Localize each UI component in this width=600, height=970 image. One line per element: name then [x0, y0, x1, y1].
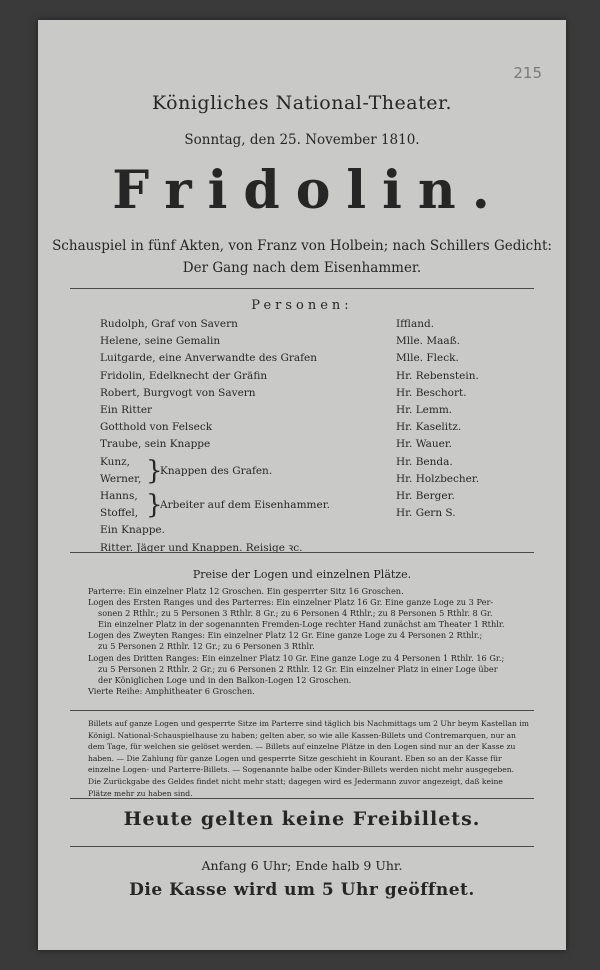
cast-role: Gotthold von Felseck: [100, 421, 213, 434]
cast-row: [100, 524, 520, 541]
price-line: Logen des Dritten Ranges: Ein einzelner Platz 10 Gr. Eine ganze Loge zu 4 Personen 1 Rthlr. 16 Gr.;: [88, 652, 505, 663]
price-line: der Königlichen Loge und in den Balkon-Logen 12 Groschen.: [98, 674, 352, 685]
cast-actor: Hr. Holzbecher.: [396, 472, 480, 485]
cast-row: [100, 352, 520, 369]
start-time: Anfang 6 Uhr; Ende halb 9 Uhr.: [201, 858, 403, 873]
performance-date: Sonntag, den 25. November 1810.: [184, 132, 420, 148]
cast-role: Werner,: [100, 472, 142, 485]
divider: [70, 798, 534, 799]
cast-group: [100, 490, 520, 524]
notice-line: Plätze mehr zu haben sind.: [88, 788, 193, 798]
play-subtitle-line-1: Schauspiel in fünf Akten, von Franz von Holbein; nach Schillers Gedicht:: [52, 238, 552, 254]
pencil-annotation: 215: [513, 64, 542, 82]
notice-line: Billets auf ganze Logen und gesperrte Sitze im Parterre sind täglich bis Nachmittags um 2 Uhr beym Kastellan im: [88, 719, 529, 728]
price-line: Logen des Zweyten Ranges: Ein einzelner Platz 12 Gr. Eine ganze Loge zu 4 Personen 2 Rthlr.;: [88, 630, 483, 641]
cast-group-description: Arbeiter auf dem Eisenhammer.: [160, 498, 330, 511]
notice-line: haben. — Die Zahlung für ganze Logen und gesperrte Sitze geschieht in Kourant. Eben so an der Kasse für: [88, 753, 502, 763]
price-list: [88, 586, 528, 697]
playbill-sheet: [38, 20, 566, 950]
price-line: Logen des Ersten Ranges und des Parterres: Ein einzelner Platz 16 Gr. Eine ganze Loge zu 3 Per-: [88, 597, 494, 608]
cast-row: [100, 438, 520, 455]
cast-role: Fridolin, Edelknecht der Gräfin: [100, 369, 268, 382]
divider: [70, 288, 534, 289]
price-line: Vierte Reihe: Amphitheater 6 Groschen.: [88, 685, 255, 696]
cast-row: [100, 421, 520, 438]
cast-role: Ein Knappe.: [100, 524, 165, 537]
cast-row: [100, 541, 520, 558]
cast-role: Rudolph, Graf von Savern: [100, 318, 238, 330]
cast-role: Luitgarde, eine Anverwandte des Grafen: [100, 352, 318, 365]
play-title: Fridolin.: [112, 160, 506, 221]
cast-row: [100, 370, 520, 387]
prices-heading: Preise der Logen und einzelnen Plätze.: [192, 568, 412, 581]
cast-row: [100, 318, 520, 335]
cast-actor: Hr. Lemm.: [396, 403, 453, 416]
cast-actor: Hr. Benda.: [396, 455, 453, 468]
cast-actor: Hr. Kaselitz.: [396, 421, 462, 434]
notice-line: Die Zurückgabe des Geldes findet nicht mehr statt; dagegen wird es Jedermann zuvor angezeigt, daß keine: [88, 776, 503, 786]
cast-group-description: Knappen des Grafen.: [160, 464, 273, 477]
play-subtitle-line-2: Der Gang nach dem Eisenhammer.: [182, 260, 422, 276]
brace-glyph: }: [146, 489, 163, 520]
cast-role: Hanns,: [100, 489, 138, 502]
no-free-tickets-notice: Heute gelten keine Freibillets.: [123, 808, 481, 830]
cast-actor: Hr. Berger.: [396, 489, 455, 502]
cast-actor: Iffland.: [396, 318, 435, 330]
price-line: sonen 2 Rthlr.; zu 5 Personen 3 Rthlr. 8 Gr.; zu 6 Personen 4 Rthlr.; zu 8 Personen 5 Rthlr. 8 Gr.: [98, 608, 493, 619]
price-line: zu 5 Personen 2 Rthlr. 12 Gr.; zu 6 Personen 3 Rthlr.: [98, 641, 315, 652]
cast-role: Helene, seine Gemalin: [100, 335, 221, 348]
cast-role: Ritter. Jäger und Knappen. Reisige ꝛc.: [100, 542, 303, 555]
cast-actor: Hr. Beschort.: [396, 386, 467, 399]
cast-actor: Mlle. Fleck.: [396, 352, 459, 365]
notice-line: einzelne Logen- und Parterre-Billets. — Sogenannte halbe oder Kinder-Billets werden nicht mehr ausgegeben.: [88, 765, 515, 775]
cast-role: Kunz,: [100, 455, 131, 468]
notice-line: Königl. National-Schauspielhause zu haben; gelten aber, so wie alle Kassen-Billets und Contremarquen, nur an: [88, 730, 516, 740]
cast-list: [100, 318, 520, 559]
price-line: zu 5 Personen 2 Rthlr. 2 Gr.; zu 6 Personen 2 Rthlr. 12 Gr. Ein einzelner Platz in einer Loge über: [98, 663, 498, 674]
cast-role: Robert, Burgvogt von Savern: [100, 386, 256, 399]
cast-row: [100, 335, 520, 352]
theater-name: Königliches National-Theater.: [151, 92, 453, 114]
brace-glyph: }: [146, 455, 163, 486]
cast-role: Traube, sein Knappe: [100, 438, 211, 451]
cast-actor: Mlle. Maaß.: [396, 335, 460, 348]
cast-actor: Hr. Gern S.: [396, 506, 456, 519]
divider: [70, 552, 534, 553]
cast-role: Stoffel,: [100, 506, 139, 519]
cast-group: [100, 456, 520, 490]
divider: [70, 846, 534, 847]
box-office-opening: Die Kasse wird um 5 Uhr geöffnet.: [129, 880, 475, 900]
cast-role: Ein Ritter: [100, 403, 153, 416]
notice-line: dem Tage, für welchen sie gelöset werden. — Billets auf einzelne Plätze in den Logen sind nur an der Kasse zu: [88, 742, 516, 752]
ticket-notice: [88, 718, 528, 799]
price-line: Ein einzelner Platz in der sogenannten Fremden-Loge rechter Hand zunächst am Theater 1 Rthlr.: [98, 619, 505, 630]
cast-row: [100, 404, 520, 421]
price-line: Parterre: Ein einzelner Platz 12 Groschen. Ein gesperrter Sitz 16 Groschen.: [88, 586, 404, 596]
cast-actor: Hr. Rebenstein.: [396, 369, 479, 382]
cast-actor: Hr. Wauer.: [396, 438, 453, 451]
cast-heading: Personen:: [251, 298, 353, 313]
divider: [70, 710, 534, 711]
cast-row: [100, 387, 520, 404]
